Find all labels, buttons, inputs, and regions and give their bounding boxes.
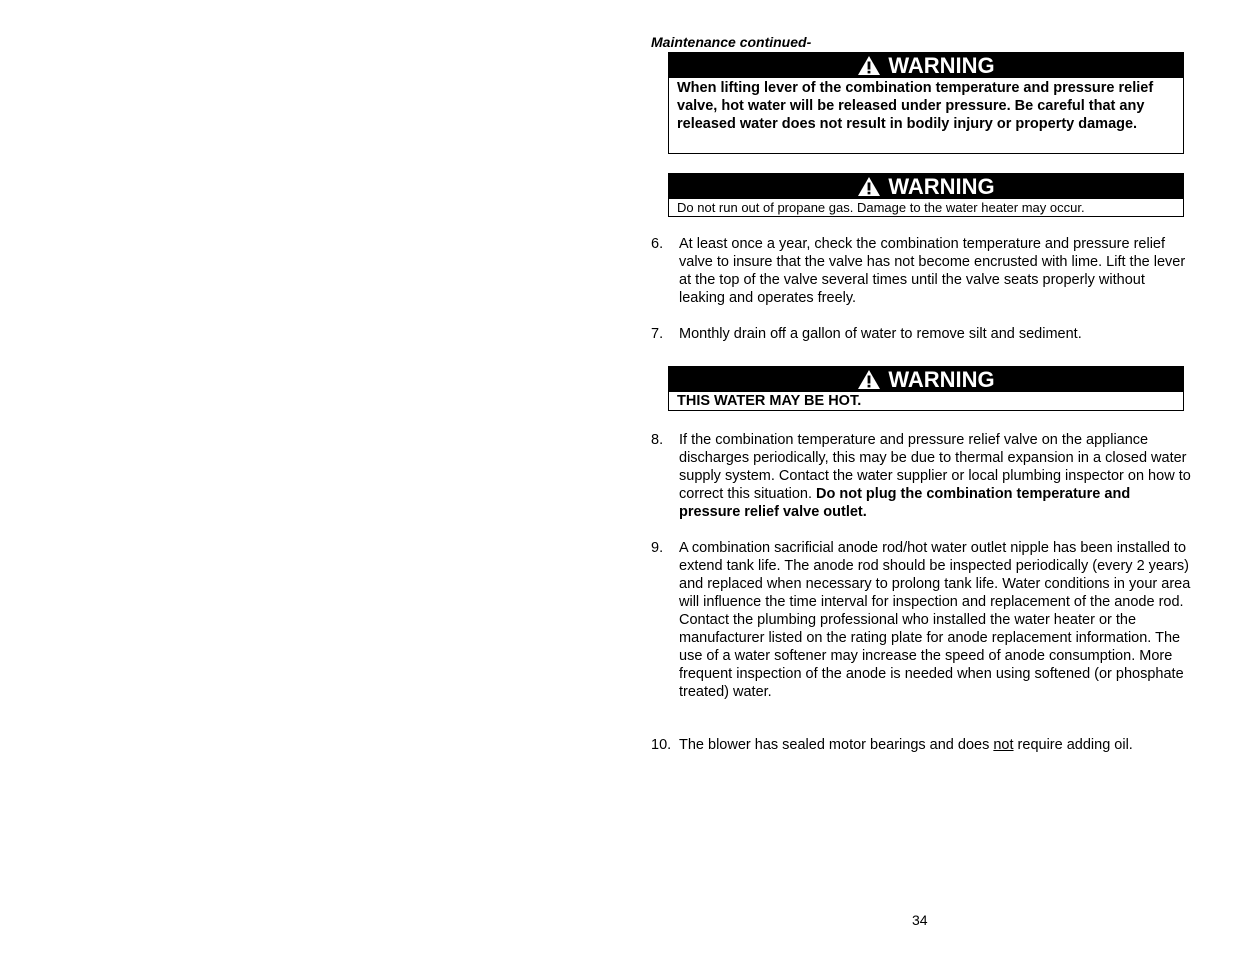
warning-heading-label: WARNING: [888, 174, 995, 199]
item-text: At least once a year, check the combination temperature and pressure relief valve to insure that the valve has not become encrusted with lime. Lift the lever at the top of the valve several times until the valve seats properly without leaking and operates freely.: [679, 236, 1186, 306]
item-text-underlined: not: [993, 737, 1014, 753]
warning-heading: [669, 367, 1183, 392]
warning-box-hot-water: [668, 366, 1184, 411]
item-number: 6.: [651, 236, 664, 252]
list-item: [651, 539, 1191, 701]
item-text-before: The blower has sealed motor bearings and does: [679, 737, 994, 753]
warning-text: THIS WATER MAY BE HOT.: [677, 393, 862, 409]
warning-triangle-icon: [857, 176, 881, 197]
list-item: [651, 235, 1191, 307]
list-item: [651, 431, 1191, 521]
warning-box-pressure-relief: [668, 52, 1184, 154]
list-item: [651, 736, 1191, 754]
warning-text: When lifting lever of the combination temperature and pressure relief valve, hot water will be released under pressure. Be careful that any released water does not result in bodily injury or property damage.: [677, 80, 1154, 132]
warning-text: Do not run out of propane gas. Damage to the water heater may occur.: [677, 200, 1085, 215]
warning-heading-label: WARNING: [888, 53, 995, 78]
item-number: 8.: [651, 432, 664, 448]
page-number: 34: [912, 912, 928, 928]
item-text-plain: If the combination temperature and pressure relief valve on the appliance discharges periodically, this may be due to thermal expansion in a closed water supply system. Contact the water supplier or local plumbing inspector on how to correct this situation.: [679, 432, 1191, 502]
item-text: [679, 431, 1191, 521]
section-title: Maintenance continued-: [651, 34, 812, 50]
warning-triangle-icon: [857, 369, 881, 390]
warning-triangle-icon: [857, 55, 881, 76]
item-number: 9.: [651, 540, 664, 556]
list-item: [651, 325, 1191, 343]
warning-heading: [669, 53, 1183, 78]
warning-heading-label: WARNING: [888, 367, 995, 392]
item-number: 10.: [651, 737, 672, 753]
item-text-bold: Do not plug the combination temperature and pressure relief valve outlet.: [679, 486, 1131, 520]
item-text-after: require adding oil.: [1013, 737, 1133, 753]
item-text: A combination sacrificial anode rod/hot water outlet nipple has been installed to extend tank life. The anode rod should be inspected periodically (every 2 years) and replaced when necessary to prolong tank life. Water conditions in your area will influence the time interval for inspection and replacement of the anode rod. Contact the plumbing professional who installed the water heater or the manufacturer listed on the rating plate for anode replacement information. The use of a water softener may increase the speed of anode consumption. More frequent inspection of the anode is needed when using softened (or phosphate treated) water.: [679, 540, 1191, 700]
warning-box-propane: [668, 173, 1184, 217]
item-text: Monthly drain off a gallon of water to remove silt and sediment.: [679, 326, 1082, 342]
warning-heading: [669, 174, 1183, 199]
item-text: [679, 736, 1191, 754]
item-number: 7.: [651, 326, 664, 342]
